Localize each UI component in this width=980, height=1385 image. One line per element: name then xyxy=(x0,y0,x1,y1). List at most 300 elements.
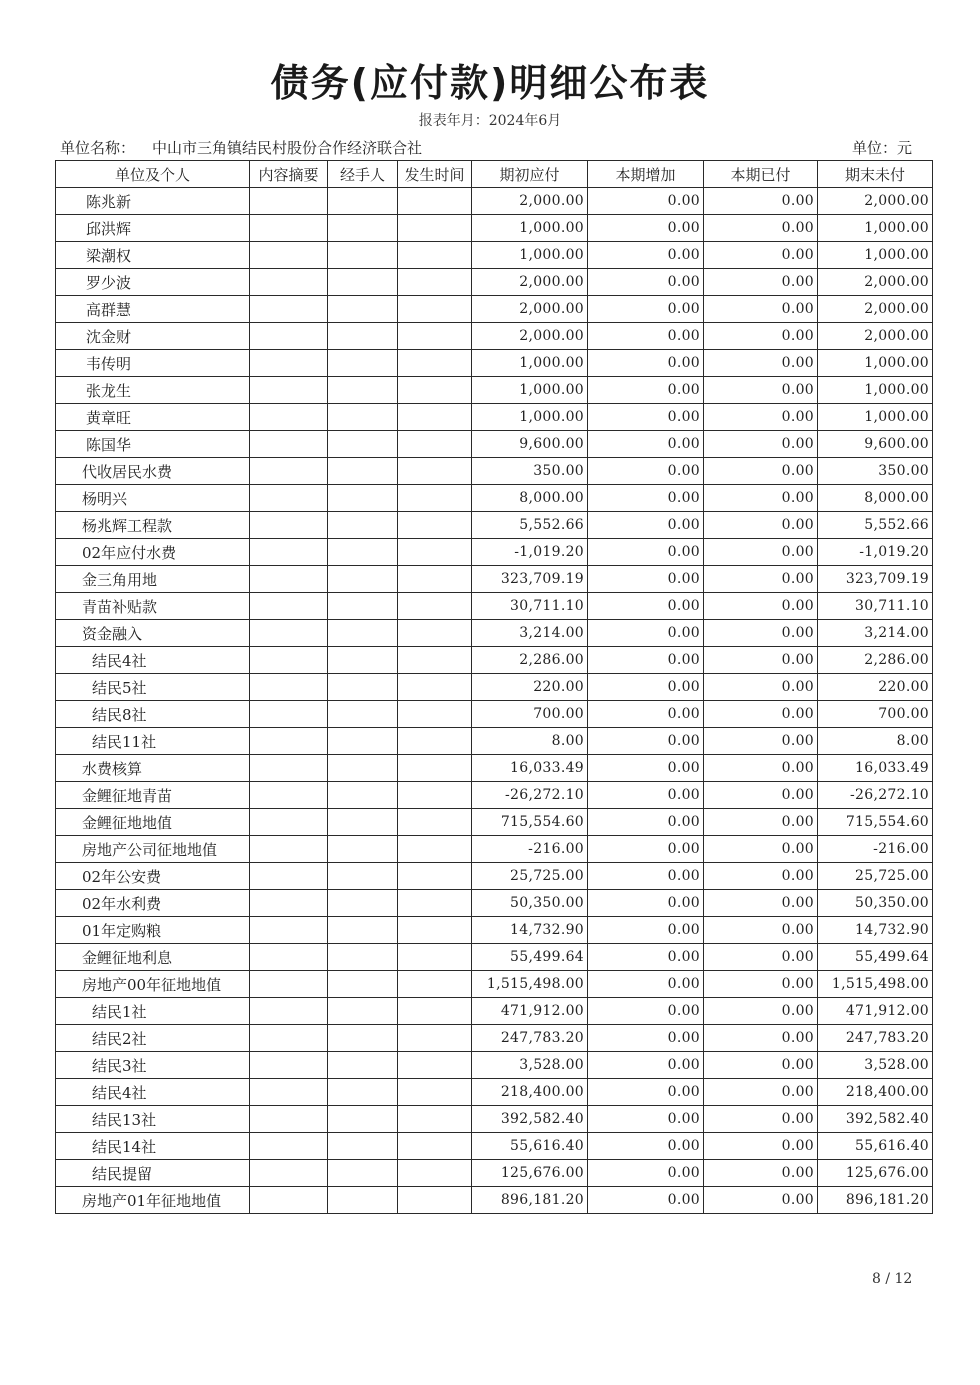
cell-handler xyxy=(328,1187,398,1214)
cell-party: 金鲤征地利息 xyxy=(56,944,250,971)
cell-increase: 0.00 xyxy=(588,998,704,1025)
cell-date xyxy=(398,431,472,458)
cell-increase: 0.00 xyxy=(588,917,704,944)
cell-increase: 0.00 xyxy=(588,404,704,431)
cell-opening: 125,676.00 xyxy=(472,1160,588,1187)
cell-closing: 2,286.00 xyxy=(818,647,933,674)
cell-handler xyxy=(328,863,398,890)
cell-closing: 8,000.00 xyxy=(818,485,933,512)
cell-date xyxy=(398,485,472,512)
cell-date xyxy=(398,971,472,998)
cell-party: 资金融入 xyxy=(56,620,250,647)
cell-increase: 0.00 xyxy=(588,971,704,998)
cell-date xyxy=(398,323,472,350)
cell-date xyxy=(398,809,472,836)
cell-date xyxy=(398,755,472,782)
cell-increase: 0.00 xyxy=(588,188,704,215)
cell-closing: 1,000.00 xyxy=(818,350,933,377)
cell-opening: 55,499.64 xyxy=(472,944,588,971)
cell-closing: 125,676.00 xyxy=(818,1160,933,1187)
cell-summary xyxy=(250,566,328,593)
cell-handler xyxy=(328,647,398,674)
cell-date xyxy=(398,1160,472,1187)
cell-summary xyxy=(250,269,328,296)
cell-party: 青苗补贴款 xyxy=(56,593,250,620)
cell-opening: 8.00 xyxy=(472,728,588,755)
report-period: 报表年月：2024年6月 xyxy=(418,113,562,129)
col-header-handler: 经手人 xyxy=(328,161,398,188)
cell-party: 代收居民水费 xyxy=(56,458,250,485)
cell-opening: 25,725.00 xyxy=(472,863,588,890)
cell-opening: 3,214.00 xyxy=(472,620,588,647)
cell-party: 陈兆新 xyxy=(56,188,250,215)
cell-summary xyxy=(250,350,328,377)
cell-closing: 2,000.00 xyxy=(818,296,933,323)
cell-closing: 25,725.00 xyxy=(818,863,933,890)
table-row xyxy=(56,998,933,1025)
table-row xyxy=(56,296,933,323)
cell-party: 结民4社 xyxy=(56,1079,250,1106)
cell-handler xyxy=(328,485,398,512)
cell-party: 沈金财 xyxy=(56,323,250,350)
table-row xyxy=(56,215,933,242)
cell-date xyxy=(398,566,472,593)
table-row xyxy=(56,242,933,269)
cell-increase: 0.00 xyxy=(588,647,704,674)
cell-handler xyxy=(328,728,398,755)
table-row xyxy=(56,836,933,863)
cell-closing: 9,600.00 xyxy=(818,431,933,458)
cell-increase: 0.00 xyxy=(588,485,704,512)
cell-date xyxy=(398,458,472,485)
cell-opening: 1,000.00 xyxy=(472,215,588,242)
cell-closing: 2,000.00 xyxy=(818,323,933,350)
cell-party: 结民5社 xyxy=(56,674,250,701)
cell-party: 水费核算 xyxy=(56,755,250,782)
table-row xyxy=(56,1160,933,1187)
cell-handler xyxy=(328,377,398,404)
cell-opening: 55,616.40 xyxy=(472,1133,588,1160)
cell-opening: 392,582.40 xyxy=(472,1106,588,1133)
cell-date xyxy=(398,998,472,1025)
cell-handler xyxy=(328,512,398,539)
cell-paid: 0.00 xyxy=(704,971,818,998)
table-row xyxy=(56,539,933,566)
cell-closing: 50,350.00 xyxy=(818,890,933,917)
cell-increase: 0.00 xyxy=(588,458,704,485)
cell-party: 房地产00年征地地值 xyxy=(56,971,250,998)
cell-opening: -26,272.10 xyxy=(472,782,588,809)
cell-handler xyxy=(328,890,398,917)
cell-paid: 0.00 xyxy=(704,269,818,296)
cell-opening: 1,000.00 xyxy=(472,404,588,431)
cell-party: 结民11社 xyxy=(56,728,250,755)
cell-party: 杨兆辉工程款 xyxy=(56,512,250,539)
cell-increase: 0.00 xyxy=(588,323,704,350)
col-header-date: 发生时间 xyxy=(398,161,472,188)
cell-opening: 700.00 xyxy=(472,701,588,728)
cell-date xyxy=(398,1052,472,1079)
cell-party: 结民1社 xyxy=(56,998,250,1025)
cell-handler xyxy=(328,458,398,485)
cell-handler xyxy=(328,350,398,377)
cell-summary xyxy=(250,323,328,350)
table-row xyxy=(56,944,933,971)
cell-summary xyxy=(250,188,328,215)
cell-paid: 0.00 xyxy=(704,782,818,809)
table-row xyxy=(56,458,933,485)
cell-closing: 1,000.00 xyxy=(818,404,933,431)
cell-date xyxy=(398,512,472,539)
cell-summary xyxy=(250,782,328,809)
cell-party: 房地产01年征地地值 xyxy=(56,1187,250,1214)
cell-handler xyxy=(328,269,398,296)
cell-handler xyxy=(328,701,398,728)
cell-increase: 0.00 xyxy=(588,728,704,755)
cell-increase: 0.00 xyxy=(588,836,704,863)
table-row xyxy=(56,1025,933,1052)
cell-closing: 220.00 xyxy=(818,674,933,701)
cell-handler xyxy=(328,1025,398,1052)
cell-party: 高群慧 xyxy=(56,296,250,323)
cell-paid: 0.00 xyxy=(704,593,818,620)
cell-summary xyxy=(250,647,328,674)
cell-increase: 0.00 xyxy=(588,296,704,323)
table-row xyxy=(56,512,933,539)
cell-paid: 0.00 xyxy=(704,566,818,593)
cell-handler xyxy=(328,917,398,944)
cell-closing: 218,400.00 xyxy=(818,1079,933,1106)
cell-opening: 2,000.00 xyxy=(472,188,588,215)
cell-opening: 2,286.00 xyxy=(472,647,588,674)
payables-table xyxy=(55,160,933,1214)
cell-summary xyxy=(250,215,328,242)
cell-opening: 30,711.10 xyxy=(472,593,588,620)
table-row xyxy=(56,431,933,458)
cell-paid: 0.00 xyxy=(704,1079,818,1106)
cell-date xyxy=(398,728,472,755)
cell-summary xyxy=(250,620,328,647)
table-row xyxy=(56,728,933,755)
cell-increase: 0.00 xyxy=(588,269,704,296)
cell-handler xyxy=(328,188,398,215)
cell-handler xyxy=(328,1160,398,1187)
cell-increase: 0.00 xyxy=(588,215,704,242)
cell-summary xyxy=(250,593,328,620)
cell-paid: 0.00 xyxy=(704,1106,818,1133)
cell-closing: 323,709.19 xyxy=(818,566,933,593)
cell-increase: 0.00 xyxy=(588,701,704,728)
cell-summary xyxy=(250,539,328,566)
cell-opening: 1,000.00 xyxy=(472,242,588,269)
cell-paid: 0.00 xyxy=(704,620,818,647)
cell-handler xyxy=(328,836,398,863)
cell-date xyxy=(398,1079,472,1106)
cell-paid: 0.00 xyxy=(704,890,818,917)
cell-increase: 0.00 xyxy=(588,431,704,458)
table-row xyxy=(56,917,933,944)
cell-paid: 0.00 xyxy=(704,242,818,269)
cell-handler xyxy=(328,1106,398,1133)
cell-paid: 0.00 xyxy=(704,485,818,512)
cell-party: 01年定购粮 xyxy=(56,917,250,944)
cell-opening: 218,400.00 xyxy=(472,1079,588,1106)
cell-closing: -216.00 xyxy=(818,836,933,863)
cell-closing: 2,000.00 xyxy=(818,188,933,215)
cell-summary xyxy=(250,863,328,890)
cell-handler xyxy=(328,431,398,458)
cell-date xyxy=(398,917,472,944)
cell-party: 结民4社 xyxy=(56,647,250,674)
cell-closing: 3,528.00 xyxy=(818,1052,933,1079)
cell-paid: 0.00 xyxy=(704,701,818,728)
cell-paid: 0.00 xyxy=(704,512,818,539)
cell-opening: 350.00 xyxy=(472,458,588,485)
cell-closing: 3,214.00 xyxy=(818,620,933,647)
table-row xyxy=(56,782,933,809)
cell-paid: 0.00 xyxy=(704,296,818,323)
table-body xyxy=(56,188,933,1214)
cell-summary xyxy=(250,431,328,458)
cell-summary xyxy=(250,917,328,944)
cell-opening: 1,000.00 xyxy=(472,377,588,404)
unit-name-label: 单位名称： xyxy=(60,139,136,157)
cell-handler xyxy=(328,1133,398,1160)
cell-handler xyxy=(328,782,398,809)
cell-closing: -1,019.20 xyxy=(818,539,933,566)
cell-party: 结民3社 xyxy=(56,1052,250,1079)
cell-date xyxy=(398,1025,472,1052)
table-row xyxy=(56,269,933,296)
cell-handler xyxy=(328,755,398,782)
cell-closing: 8.00 xyxy=(818,728,933,755)
cell-date xyxy=(398,890,472,917)
cell-summary xyxy=(250,1106,328,1133)
cell-increase: 0.00 xyxy=(588,863,704,890)
cell-closing: 55,616.40 xyxy=(818,1133,933,1160)
cell-summary xyxy=(250,890,328,917)
cell-opening: 2,000.00 xyxy=(472,269,588,296)
table-row xyxy=(56,377,933,404)
cell-summary xyxy=(250,971,328,998)
cell-paid: 0.00 xyxy=(704,1187,818,1214)
table-row xyxy=(56,404,933,431)
cell-increase: 0.00 xyxy=(588,944,704,971)
cell-paid: 0.00 xyxy=(704,728,818,755)
table-row xyxy=(56,350,933,377)
cell-paid: 0.00 xyxy=(704,647,818,674)
cell-handler xyxy=(328,674,398,701)
cell-opening: 896,181.20 xyxy=(472,1187,588,1214)
cell-closing: 350.00 xyxy=(818,458,933,485)
cell-party: 梁潮权 xyxy=(56,242,250,269)
cell-date xyxy=(398,836,472,863)
cell-opening: 2,000.00 xyxy=(472,323,588,350)
cell-paid: 0.00 xyxy=(704,215,818,242)
cell-closing: 55,499.64 xyxy=(818,944,933,971)
cell-party: 结民2社 xyxy=(56,1025,250,1052)
col-header-party: 单位及个人 xyxy=(56,161,250,188)
cell-opening: 220.00 xyxy=(472,674,588,701)
cell-handler xyxy=(328,971,398,998)
cell-increase: 0.00 xyxy=(588,1187,704,1214)
cell-closing: 896,181.20 xyxy=(818,1187,933,1214)
cell-date xyxy=(398,1133,472,1160)
cell-party: 金鲤征地地值 xyxy=(56,809,250,836)
cell-paid: 0.00 xyxy=(704,944,818,971)
cell-party: 房地产公司征地地值 xyxy=(56,836,250,863)
cell-increase: 0.00 xyxy=(588,1106,704,1133)
cell-paid: 0.00 xyxy=(704,377,818,404)
cell-paid: 0.00 xyxy=(704,539,818,566)
cell-paid: 0.00 xyxy=(704,404,818,431)
cell-date xyxy=(398,539,472,566)
cell-closing: 700.00 xyxy=(818,701,933,728)
cell-increase: 0.00 xyxy=(588,674,704,701)
cell-party: 杨明兴 xyxy=(56,485,250,512)
cell-date xyxy=(398,404,472,431)
table-row xyxy=(56,485,933,512)
cell-date xyxy=(398,1106,472,1133)
cell-paid: 0.00 xyxy=(704,323,818,350)
cell-handler xyxy=(328,944,398,971)
cell-party: 罗少波 xyxy=(56,269,250,296)
table-row xyxy=(56,647,933,674)
cell-opening: 3,528.00 xyxy=(472,1052,588,1079)
cell-opening: 715,554.60 xyxy=(472,809,588,836)
col-header-summary: 内容摘要 xyxy=(250,161,328,188)
cell-closing: 1,000.00 xyxy=(818,242,933,269)
cell-party: 02年水利费 xyxy=(56,890,250,917)
cell-summary xyxy=(250,404,328,431)
cell-closing: 247,783.20 xyxy=(818,1025,933,1052)
cell-paid: 0.00 xyxy=(704,917,818,944)
cell-date xyxy=(398,701,472,728)
cell-summary xyxy=(250,674,328,701)
cell-summary xyxy=(250,755,328,782)
cell-summary xyxy=(250,512,328,539)
cell-paid: 0.00 xyxy=(704,836,818,863)
table-row xyxy=(56,1052,933,1079)
cell-party: 张龙生 xyxy=(56,377,250,404)
cell-party: 结民提留 xyxy=(56,1160,250,1187)
cell-opening: -1,019.20 xyxy=(472,539,588,566)
cell-date xyxy=(398,593,472,620)
cell-paid: 0.00 xyxy=(704,1052,818,1079)
cell-date xyxy=(398,674,472,701)
col-header-increase: 本期增加 xyxy=(588,161,704,188)
cell-party: 邱洪辉 xyxy=(56,215,250,242)
col-header-closing: 期末未付 xyxy=(818,161,933,188)
cell-summary xyxy=(250,836,328,863)
cell-closing: 1,000.00 xyxy=(818,215,933,242)
cell-paid: 0.00 xyxy=(704,674,818,701)
table-header-row xyxy=(56,161,933,188)
col-header-paid: 本期已付 xyxy=(704,161,818,188)
cell-paid: 0.00 xyxy=(704,458,818,485)
cell-handler xyxy=(328,809,398,836)
cell-closing: 471,912.00 xyxy=(818,998,933,1025)
table-row xyxy=(56,620,933,647)
cell-increase: 0.00 xyxy=(588,566,704,593)
cell-paid: 0.00 xyxy=(704,350,818,377)
cell-handler xyxy=(328,296,398,323)
cell-summary xyxy=(250,1160,328,1187)
cell-paid: 0.00 xyxy=(704,188,818,215)
table-row xyxy=(56,755,933,782)
table-row xyxy=(56,593,933,620)
cell-summary xyxy=(250,944,328,971)
cell-summary xyxy=(250,1052,328,1079)
cell-increase: 0.00 xyxy=(588,1133,704,1160)
cell-date xyxy=(398,188,472,215)
table-row xyxy=(56,674,933,701)
cell-increase: 0.00 xyxy=(588,809,704,836)
table-row xyxy=(56,890,933,917)
cell-date xyxy=(398,215,472,242)
cell-handler xyxy=(328,539,398,566)
cell-handler xyxy=(328,323,398,350)
cell-opening: 9,600.00 xyxy=(472,431,588,458)
page-title: 债务(应付款)明细公布表 xyxy=(270,61,710,105)
cell-closing: 5,552.66 xyxy=(818,512,933,539)
cell-increase: 0.00 xyxy=(588,539,704,566)
cell-handler xyxy=(328,593,398,620)
cell-summary xyxy=(250,809,328,836)
cell-opening: 50,350.00 xyxy=(472,890,588,917)
cell-increase: 0.00 xyxy=(588,242,704,269)
table-row xyxy=(56,1079,933,1106)
cell-opening: -216.00 xyxy=(472,836,588,863)
cell-closing: 16,033.49 xyxy=(818,755,933,782)
cell-increase: 0.00 xyxy=(588,620,704,647)
cell-closing: 14,732.90 xyxy=(818,917,933,944)
cell-opening: 14,732.90 xyxy=(472,917,588,944)
cell-opening: 2,000.00 xyxy=(472,296,588,323)
cell-closing: 715,554.60 xyxy=(818,809,933,836)
cell-increase: 0.00 xyxy=(588,782,704,809)
cell-summary xyxy=(250,485,328,512)
cell-summary xyxy=(250,998,328,1025)
cell-closing: 1,000.00 xyxy=(818,377,933,404)
cell-party: 02年公安费 xyxy=(56,863,250,890)
cell-increase: 0.00 xyxy=(588,1025,704,1052)
cell-party: 02年应付水费 xyxy=(56,539,250,566)
cell-paid: 0.00 xyxy=(704,431,818,458)
cell-summary xyxy=(250,1025,328,1052)
cell-party: 结民13社 xyxy=(56,1106,250,1133)
cell-increase: 0.00 xyxy=(588,755,704,782)
cell-increase: 0.00 xyxy=(588,890,704,917)
cell-party: 金三角用地 xyxy=(56,566,250,593)
cell-summary xyxy=(250,1133,328,1160)
cell-handler xyxy=(328,1079,398,1106)
cell-party: 结民14社 xyxy=(56,1133,250,1160)
cell-paid: 0.00 xyxy=(704,1133,818,1160)
col-header-opening: 期初应付 xyxy=(472,161,588,188)
table-row xyxy=(56,809,933,836)
cell-opening: 247,783.20 xyxy=(472,1025,588,1052)
table-row xyxy=(56,971,933,998)
table-row xyxy=(56,566,933,593)
cell-opening: 471,912.00 xyxy=(472,998,588,1025)
currency-unit: 单位：元 xyxy=(852,139,913,157)
cell-opening: 8,000.00 xyxy=(472,485,588,512)
cell-date xyxy=(398,269,472,296)
cell-summary xyxy=(250,1187,328,1214)
cell-party: 韦传明 xyxy=(56,350,250,377)
cell-date xyxy=(398,620,472,647)
